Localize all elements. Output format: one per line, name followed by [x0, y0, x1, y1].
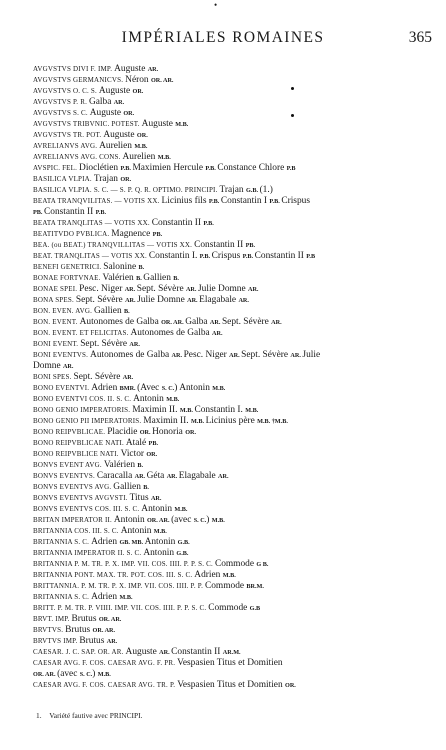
emperor-text: ) Antonin	[174, 383, 213, 393]
metal-abbrev: S. C.	[161, 385, 175, 392]
legend-text: BONO REIPVBLICAE NATI.	[33, 439, 126, 447]
metal-abbrev: AR.	[271, 319, 282, 326]
entry-line	[33, 657, 437, 668]
entry-line	[33, 316, 437, 327]
emperor-text: Constantin I.	[194, 405, 246, 415]
metal-abbrev: M.B.	[157, 154, 171, 161]
metal-abbrev: AR.	[212, 330, 223, 337]
entry-line	[33, 162, 437, 173]
metal-abbrev: M.B.	[190, 418, 206, 425]
metal-abbrev: P.B	[306, 253, 316, 260]
metal-abbrev: P.B	[286, 165, 296, 172]
legend-text: CAESAR AVG. F. COS. CAESAR AVG. F. PR.	[33, 659, 178, 667]
emperor-text: Constantin II	[171, 647, 223, 657]
page-number: 365	[408, 29, 432, 46]
metal-abbrev: B.	[138, 264, 145, 271]
emperor-text: Maximin II.	[132, 405, 180, 415]
emperor-text: Antonin	[143, 548, 177, 558]
legend-text: BONVS EVENT AVG.	[33, 461, 104, 469]
metal-abbrev: B.	[143, 484, 149, 491]
metal-abbrev: S. C.	[79, 671, 93, 678]
metal-abbrev: AR.M.	[222, 649, 241, 656]
legend-text: BRITANNIA P. M. TR. P. X. IMP. VII. COS. IIII. P. P. S. C.	[33, 560, 215, 568]
entry-line	[33, 382, 437, 393]
legend-text: BONO EVENTVI COS. II. S. C.	[33, 395, 134, 403]
metal-abbrev: AR.	[129, 341, 140, 348]
legend-text: BONO GENIO IMPERATORIS.	[33, 406, 133, 414]
entry-line	[33, 624, 437, 635]
emperor-text: Adrien	[91, 537, 120, 547]
entry-line	[33, 349, 437, 360]
footnote-number: 1.	[36, 711, 42, 720]
metal-abbrev: AR.	[238, 297, 249, 304]
metal-abbrev: OR.	[139, 429, 153, 436]
metal-abbrev: PB.	[245, 242, 256, 249]
emperor-text: Pesc. Niger	[79, 284, 125, 294]
emperor-text: Néron	[125, 75, 151, 85]
emperor-text: Licinius père	[205, 416, 258, 426]
metal-abbrev: P.B.	[269, 198, 282, 205]
metal-abbrev: AR.	[185, 286, 198, 293]
legend-text: BONAE FORTVNAE.	[33, 274, 103, 282]
emperor-text: (avec	[57, 669, 80, 679]
legend-text: BONAE SPEI.	[33, 285, 80, 293]
footnote-text: Variété fautive avec PRINCIPI.	[49, 711, 143, 720]
legend-text: BONO REIPVBLICAE.	[33, 428, 108, 436]
legend-text: BONO REIPVBLICE NATI.	[33, 450, 121, 458]
metal-abbrev: G.B.	[245, 187, 260, 194]
emperor-text: Sept. Sévère	[136, 284, 186, 294]
legend-text: BONA SPES.	[33, 296, 76, 304]
entry-line	[33, 327, 437, 338]
legend-text: BONVS EVENTVS COS. III. S. C.	[33, 505, 142, 513]
entry-line	[33, 514, 437, 525]
legend-text: BEATA TRANQLITAS — VOTIS XX.	[33, 219, 152, 227]
legend-text: BRITAN IMPERATOR II.	[33, 516, 114, 524]
legend-text: BONO GENIO PII IMPERATORIS.	[33, 417, 144, 425]
emperor-text: Brutus	[71, 614, 99, 624]
metal-abbrev: P.B.	[199, 253, 212, 260]
legend-text: BONI EVENTVS.	[33, 351, 91, 359]
metal-abbrev: S. C.	[193, 517, 207, 524]
metal-abbrev: AR.	[147, 66, 159, 73]
metal-abbrev: P.B.	[203, 220, 214, 227]
legend-text: BEAT. TRANQLITAS — VOTIS XX.	[33, 252, 149, 260]
metal-abbrev: AR.	[248, 286, 259, 293]
entry-line	[33, 393, 437, 404]
entry-line	[33, 294, 437, 305]
entry-line	[33, 118, 437, 129]
metal-abbrev: PB.	[148, 440, 159, 447]
metal-abbrev: PB.	[152, 231, 163, 238]
emperor-text: Constantin I	[220, 196, 270, 206]
legend-text: BRITANNIA IMPERATOR II. S. C.	[33, 549, 144, 557]
emperor-text: (Avec	[137, 383, 162, 393]
emperor-text: Aurelien	[99, 141, 135, 151]
emperor-text: Galba	[88, 97, 114, 107]
emperor-text: Titus	[129, 493, 151, 503]
entry-line	[33, 426, 437, 437]
legend-text: AVSPIC. FEL.	[33, 164, 80, 172]
metal-abbrev: M.B.	[166, 396, 180, 403]
legend-text: BRITANNIA COS. III. S. C.	[33, 527, 121, 535]
emperor-text: Antonin	[113, 515, 147, 525]
metal-abbrev: OR. AR.	[150, 77, 174, 84]
emperor-text: Valérien	[103, 460, 138, 470]
metal-abbrev: AR.	[150, 495, 162, 502]
emperor-text: Maximien Hercule	[132, 163, 206, 173]
emperor-text: Honoria	[152, 427, 186, 437]
legend-text: BONO EVENTVI.	[33, 384, 92, 392]
emperor-text: Sept. Sévère	[80, 339, 130, 349]
emperor-text: Brutus	[79, 636, 107, 646]
metal-abbrev: M.B.	[174, 506, 188, 513]
entry-line	[33, 85, 437, 96]
legend-text: BRVT. IMP.	[33, 615, 72, 623]
metal-abbrev: B.	[173, 275, 179, 282]
emperor-text: Constantin II	[151, 218, 204, 228]
emperor-text: Sept. Sévère	[73, 372, 123, 382]
entry-line	[33, 151, 437, 162]
legend-text: BASILICA VLPIA.	[33, 175, 94, 183]
entry-line	[33, 206, 437, 217]
emperor-text: Auguste	[89, 108, 124, 118]
entry-line	[33, 228, 437, 239]
emperor-text: Galba	[185, 317, 210, 327]
emperor-text: Auguste	[103, 130, 137, 140]
metal-abbrev: OR. AR.	[92, 627, 116, 634]
emperor-text: Caracalla	[96, 471, 135, 481]
entry-line	[33, 140, 437, 151]
metal-abbrev: AR.	[187, 297, 200, 304]
entry-line	[33, 481, 437, 492]
emperor-text: Antonin	[144, 537, 178, 547]
emperor-text: Auguste	[141, 119, 176, 129]
entry-line	[33, 250, 437, 261]
emperor-text: Gallien	[143, 273, 174, 283]
metal-abbrev: M.B.	[211, 517, 225, 524]
entry-line	[33, 569, 437, 580]
emperor-text: Crispus	[281, 196, 310, 206]
entry-line	[33, 492, 437, 503]
legend-text: AVRELIANVS AVG. CONS.	[33, 153, 123, 161]
legend-text: BON. EVENT. ET FELICITAS.	[33, 329, 131, 337]
entry-line	[33, 646, 437, 657]
legend-text: BONVS EVENTVS AVG.	[33, 483, 114, 491]
entry-line	[33, 580, 437, 591]
entry-line	[33, 448, 437, 459]
page-header	[0, 28, 446, 48]
legend-text: BONI SPES.	[33, 373, 74, 381]
entry-line	[33, 338, 437, 349]
legend-text: BRVTVS IMP.	[33, 637, 80, 645]
metal-abbrev: OR.	[132, 88, 144, 95]
metal-abbrev: P.B.	[208, 198, 221, 205]
metal-abbrev: PB.	[33, 209, 45, 216]
emperor-text: )	[206, 515, 212, 525]
metal-abbrev: AR.	[171, 352, 184, 359]
emperor-text: Elagabale	[178, 471, 219, 481]
emperor-text: Atalé	[125, 438, 149, 448]
emperor-text: Gallien	[94, 306, 124, 316]
metal-abbrev: G B.	[256, 561, 269, 568]
emperor-text: Placidie	[107, 427, 140, 437]
emperor-text: Valérien	[102, 273, 137, 283]
ink-speck	[291, 114, 294, 117]
page-speck: •	[214, 0, 218, 10]
emperor-text: Julie	[302, 350, 321, 360]
entry-list	[33, 63, 437, 690]
entry-line	[33, 536, 437, 547]
legend-text: BRITANNIA PONT. MAX. TR. POT. COS. III. S. C.	[33, 571, 195, 579]
legend-text: BONI EVENT.	[33, 340, 81, 348]
emperor-text: Trajan	[219, 185, 246, 195]
metal-abbrev: G.B.	[176, 550, 189, 557]
legend-text: CAESAR. J. C. SAP. OR. AR.	[33, 648, 126, 656]
legend-text: BON. EVEN. AVG.	[33, 307, 95, 315]
metal-abbrev: OR.	[285, 682, 296, 689]
legend-text: BONVS EVENTVS.	[33, 472, 97, 480]
metal-abbrev: AR.	[209, 319, 222, 326]
entry-line	[33, 635, 437, 646]
emperor-text: Domne	[33, 361, 63, 371]
entry-line	[33, 305, 437, 316]
metal-abbrev: M.B. †M.B.	[257, 418, 288, 425]
metal-abbrev: M.B.	[119, 594, 133, 601]
metal-abbrev: P.B.	[95, 209, 107, 216]
legend-text: BRITTANNIA. P. M. TR. P. X. IMP. VII. COS. IIII. P. P.	[33, 582, 205, 590]
entry-line	[33, 525, 437, 536]
metal-abbrev: G.B	[249, 605, 261, 612]
entry-line	[33, 360, 437, 371]
entry-line	[33, 195, 437, 206]
emperor-text: Adrien	[91, 592, 120, 602]
metal-abbrev: B.	[136, 275, 144, 282]
emperor-text: Aurelien	[122, 152, 158, 162]
metal-abbrev: BR.M.	[246, 583, 264, 590]
metal-abbrev: AR.	[125, 297, 138, 304]
metal-abbrev: M.B.	[175, 121, 189, 128]
metal-abbrev: B.	[123, 308, 130, 315]
legend-text: AVGVSTVS S. C.	[33, 109, 90, 117]
legend-text: BRITT. P. M. TR. P. VIIII. IMP. VII. COS. IIII. P. P. S. C.	[33, 604, 209, 612]
metal-abbrev: AR.	[166, 473, 179, 480]
legend-text: AVGVSTVS GERMANICVS.	[33, 76, 126, 84]
entry-line	[33, 107, 437, 118]
legend-text: BONVS EVENTVS AVGVSTI.	[33, 494, 130, 502]
metal-abbrev: AR.	[134, 473, 147, 480]
legend-text: BEA. (ou BEAT.) TRANQVILLITAS — VOTIS XX.	[33, 241, 195, 249]
legend-text: BRITANNIA S. C.	[33, 593, 92, 601]
metal-abbrev: AR.	[106, 638, 118, 645]
emperor-text: Géta	[146, 471, 167, 481]
entry-line	[33, 261, 437, 272]
emperor-text: Autonomes de Galba	[90, 350, 172, 360]
legend-text: AVRELIANVS AVG.	[33, 142, 100, 150]
metal-abbrev: AR.	[290, 352, 303, 359]
metal-abbrev: AR.	[218, 473, 229, 480]
emperor-text: Sept. Sévère	[221, 317, 272, 327]
entry-line	[33, 272, 437, 283]
emperor-text: Pesc. Niger	[183, 350, 230, 360]
metal-abbrev: OR. AR.	[33, 671, 58, 678]
entry-line	[33, 415, 437, 426]
legend-text: AVGVSTVS TR. POT.	[33, 131, 104, 139]
emperor-text: Autonomes de Galba	[79, 317, 162, 327]
emperor-text: Salonine	[103, 262, 139, 272]
emperor-text: Constantin II	[194, 240, 246, 250]
emperor-text: Commode	[204, 581, 247, 591]
legend-text: BEATA TRANQVILITAS. — VOTIS XX.	[33, 197, 162, 205]
legend-text: AVGVSTVS P. R.	[33, 98, 89, 106]
metal-abbrev: AR.	[159, 649, 172, 656]
metal-abbrev: M.B.	[97, 671, 111, 678]
metal-abbrev: P.B.	[205, 165, 218, 172]
metal-abbrev: M.B.	[245, 407, 259, 414]
emperor-text: (1.)	[259, 185, 273, 195]
metal-abbrev: AR.	[122, 374, 134, 381]
metal-abbrev: M.B.	[212, 385, 226, 392]
emperor-text: Auguste	[125, 647, 160, 657]
emperor-text: Antonin	[141, 504, 175, 514]
metal-abbrev: OR.	[185, 429, 197, 436]
emperor-text: Constance Chlore	[217, 163, 287, 173]
emperor-text: Julie Domne	[198, 284, 248, 294]
emperor-text: Autonomes de Galba	[130, 328, 213, 338]
metal-abbrev: OR.	[120, 176, 132, 183]
metal-abbrev: M.B.	[153, 528, 167, 535]
entry-line	[33, 459, 437, 470]
legend-text: BEATITVDO PVBLICA.	[33, 230, 112, 238]
legend-text: CAESAR AVG. F. COS. CAESAR AVG. TR. P.	[33, 681, 178, 689]
metal-abbrev: OR.	[136, 132, 148, 139]
legend-text: AVGVSTVS DIVI F. IMP.	[33, 65, 115, 73]
emperor-text: (avec	[171, 515, 194, 525]
emperor-text: Vespasien Titus et Domitien	[177, 658, 283, 668]
metal-abbrev: M.B.	[179, 407, 195, 414]
metal-abbrev: BMR.	[119, 385, 138, 392]
entry-line	[33, 74, 437, 85]
metal-abbrev: OR. AR.	[146, 517, 172, 524]
legend-text: BENEFI GENETRICI.	[33, 263, 104, 271]
legend-text: AVGVSTVS TRIBVNIC. POTEST.	[33, 120, 142, 128]
entry-line	[33, 470, 437, 481]
entry-line	[33, 679, 437, 690]
metal-abbrev: AR.	[124, 286, 137, 293]
emperor-text: Trajan	[93, 174, 121, 184]
legend-text: BON. EVENT.	[33, 318, 80, 326]
legend-text: AVGVSTVS O. C. S.	[33, 87, 99, 95]
entry-line	[33, 239, 437, 250]
legend-text: BASILICA VLPIA. S. C. — S. P. Q. R. OPTIMO. PRINCIPI.	[33, 186, 220, 194]
entry-line	[33, 591, 437, 602]
entry-line	[33, 503, 437, 514]
legend-text: BRVTVS.	[33, 626, 66, 634]
entry-line	[33, 283, 437, 294]
entry-line	[33, 547, 437, 558]
emperor-text: Crispus	[211, 251, 243, 261]
entry-line	[33, 558, 437, 569]
emperor-text: )	[92, 669, 98, 679]
emperor-text: Brutus	[65, 625, 93, 635]
emperor-text: Adrien	[194, 570, 223, 580]
emperor-text: Vespasien Titus et Domitien	[177, 680, 286, 690]
emperor-text: Gallien	[113, 482, 144, 492]
emperor-text: Antonin	[133, 394, 167, 404]
legend-text: BRITANNIA S. C.	[33, 538, 92, 546]
metal-abbrev: P.B.	[120, 165, 133, 172]
emperor-text: Auguste	[98, 86, 133, 96]
entry-line	[33, 63, 437, 74]
metal-abbrev: OR. AR.	[98, 616, 122, 623]
metal-abbrev: AR.	[113, 99, 125, 106]
page-title: IMPÉRIALES ROMAINES	[121, 29, 325, 46]
entry-line	[33, 184, 437, 195]
entry-line	[33, 129, 437, 140]
metal-abbrev: B.	[137, 462, 144, 469]
entry-line	[33, 437, 437, 448]
entry-line	[33, 217, 437, 228]
metal-abbrev: OR.	[146, 451, 158, 458]
entry-line	[33, 404, 437, 415]
metal-abbrev: M.B.	[134, 143, 148, 150]
emperor-text: Julie Domne	[137, 295, 188, 305]
emperor-text: Antonin	[120, 526, 154, 536]
entry-line	[33, 602, 437, 613]
emperor-text: Commode	[214, 559, 257, 569]
entry-line	[33, 613, 437, 624]
emperor-text: Constantin I.	[148, 251, 200, 261]
emperor-text: Licinius fils	[161, 196, 209, 206]
emperor-text: Adrien	[91, 383, 120, 393]
emperor-text: Constantin II	[44, 207, 96, 217]
metal-abbrev: P.B.	[242, 253, 255, 260]
emperor-text: Elagabale	[199, 295, 239, 305]
emperor-text: Commode	[208, 603, 250, 613]
entry-line	[33, 668, 437, 679]
metal-abbrev: M.B.	[222, 572, 236, 579]
entry-line	[33, 96, 437, 107]
metal-abbrev: OR. AR.	[161, 319, 186, 326]
emperor-text: Victor	[120, 449, 147, 459]
footnote	[36, 711, 142, 720]
ink-speck	[291, 87, 294, 90]
emperor-text: Auguste	[114, 64, 148, 74]
emperor-text: Dioclétien	[79, 163, 121, 173]
emperor-text: Constantin II	[254, 251, 307, 261]
metal-abbrev: AR.	[229, 352, 242, 359]
entry-line	[33, 371, 437, 382]
metal-abbrev: GB. MB.	[119, 539, 145, 546]
metal-abbrev: OR.	[123, 110, 135, 117]
emperor-text: Magnence	[111, 229, 153, 239]
metal-abbrev: G.B.	[177, 539, 190, 546]
metal-abbrev: AR.	[62, 363, 74, 370]
emperor-text: Sept. Sévère	[75, 295, 126, 305]
emperor-text: Maximin II.	[143, 416, 191, 426]
entry-line	[33, 173, 437, 184]
emperor-text: Sept. Sévère	[241, 350, 291, 360]
